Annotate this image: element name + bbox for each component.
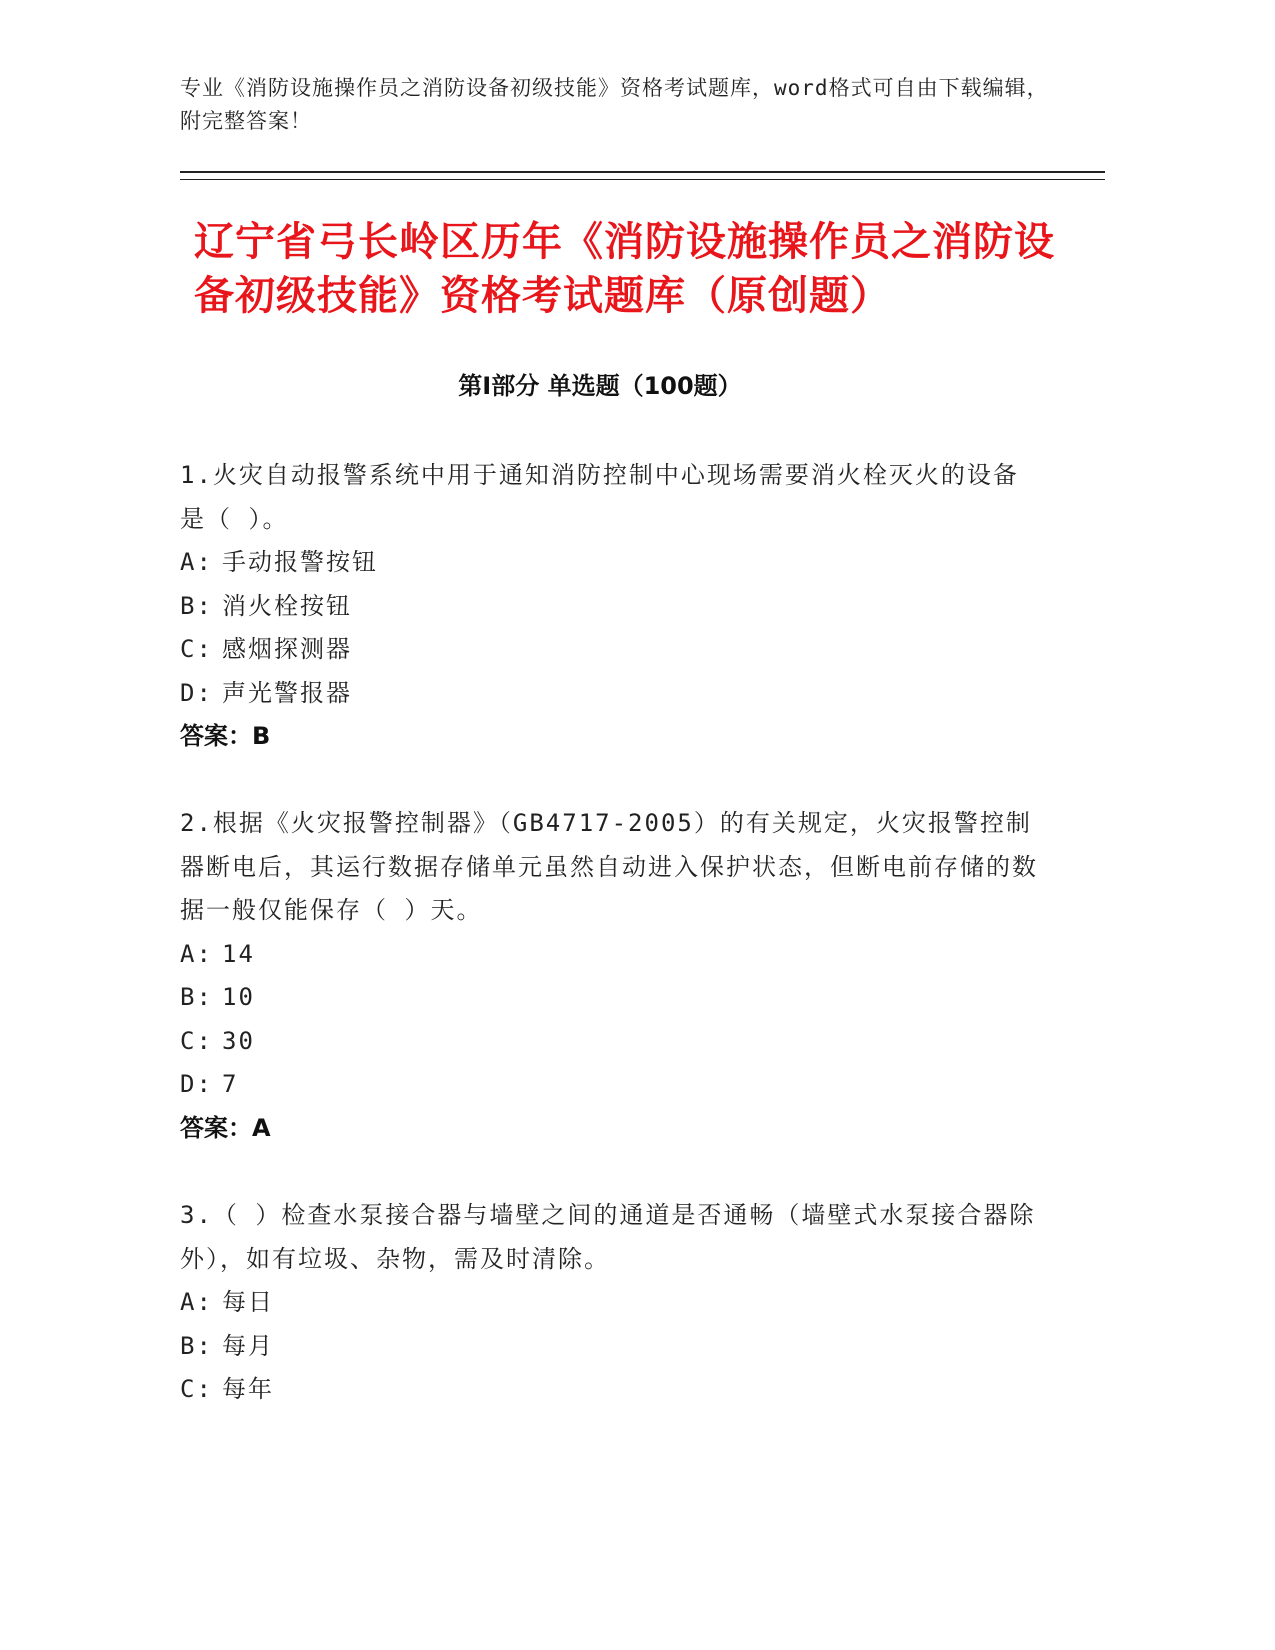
option-b bbox=[180, 976, 1040, 1020]
option-letter: B: bbox=[180, 983, 213, 1011]
option-letter: B: bbox=[180, 591, 213, 620]
answer-line: 答案：A bbox=[180, 1113, 271, 1142]
option-text: 手动报警按钮 bbox=[222, 548, 378, 576]
option-letter: C: bbox=[180, 1026, 213, 1055]
question-stem: 2.根据《火灾报警控制器》（GB4717-2005）的有关规定，火灾报警控制器断电后，其运行数据存储单元虽然自动进入保护状态，但断电前存储的数据一般仅能保存（ ）天。 bbox=[180, 809, 1038, 924]
option-a bbox=[180, 541, 1040, 585]
option-letter: C: bbox=[180, 1375, 213, 1403]
option-a bbox=[180, 933, 1040, 977]
header-divider-thin bbox=[180, 179, 1105, 180]
option-letter: C: bbox=[180, 635, 213, 663]
document-title: 辽宁省弓长岭区历年《消防设施操作员之消防设备初级技能》资格考试题库（原创题） bbox=[194, 219, 1055, 319]
option-c bbox=[180, 1020, 1040, 1064]
question-stem: 3.（ ）检查水泵接合器与墙壁之间的通道是否通畅（墙壁式水泵接合器除外），如有垃圾、杂物，需及时清除。 bbox=[180, 1201, 1036, 1273]
option-text: 每年 bbox=[222, 1375, 274, 1403]
question-stem: 1.火灾自动报警系统中用于通知消防控制中心现场需要消火栓灭火的设备是（ ）。 bbox=[180, 461, 1019, 533]
option-text: 14 bbox=[222, 939, 255, 968]
option-text: 每日 bbox=[222, 1288, 274, 1316]
option-text: 30 bbox=[222, 1026, 255, 1055]
option-text: 7 bbox=[222, 1070, 239, 1098]
option-text: 感烟探测器 bbox=[222, 635, 352, 663]
option-c bbox=[180, 628, 1040, 672]
question-2 bbox=[180, 802, 1040, 1150]
option-a bbox=[180, 1281, 1040, 1325]
question-3 bbox=[180, 1194, 1040, 1412]
option-letter: B: bbox=[180, 1331, 213, 1360]
option-b bbox=[180, 585, 1040, 629]
answer-line: 答案：B bbox=[180, 722, 271, 750]
option-letter: A: bbox=[180, 548, 213, 576]
option-letter: D: bbox=[180, 678, 213, 707]
option-b bbox=[180, 1325, 1040, 1369]
option-letter: A: bbox=[180, 939, 213, 968]
header-divider-thick bbox=[180, 171, 1105, 173]
header-note: 专业《消防设施操作员之消防设备初级技能》资格考试题库，word格式可自由下载编辑，附完整答案！ bbox=[180, 76, 1049, 133]
option-text: 10 bbox=[222, 983, 255, 1011]
option-letter: D: bbox=[180, 1070, 213, 1098]
section-heading: 第Ⅰ部分 单选题（100题） bbox=[458, 372, 742, 400]
option-text: 声光警报器 bbox=[222, 678, 352, 707]
question-1 bbox=[180, 454, 1040, 759]
option-letter: A: bbox=[180, 1288, 213, 1316]
option-d bbox=[180, 672, 1040, 716]
option-d bbox=[180, 1063, 1040, 1107]
option-text: 每月 bbox=[222, 1331, 274, 1360]
option-text: 消火栓按钮 bbox=[222, 591, 352, 620]
option-c bbox=[180, 1368, 1040, 1412]
